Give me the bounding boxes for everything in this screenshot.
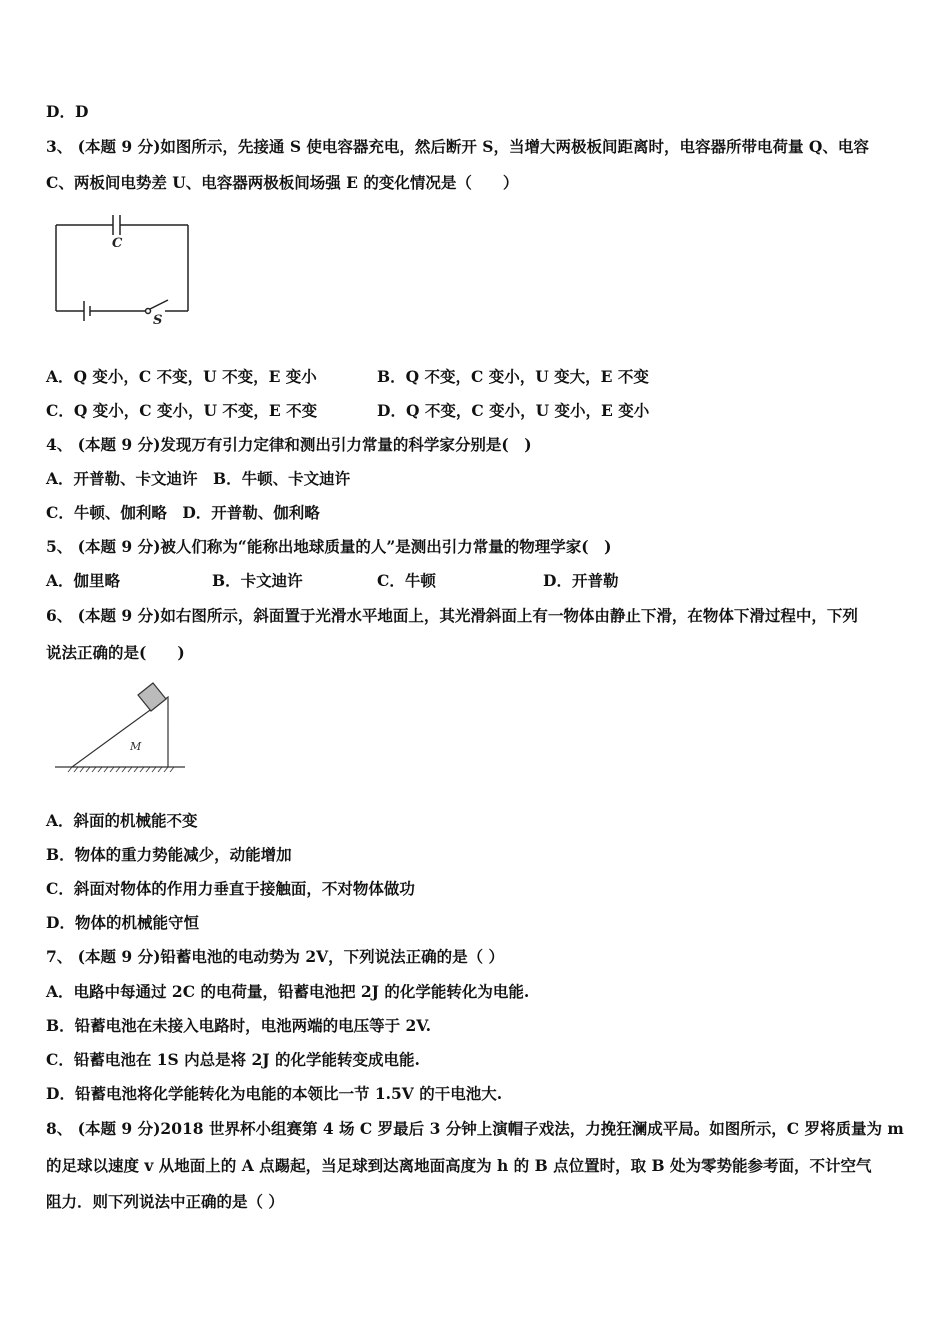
question-8-text-end: 阻力．则下列说法中正确的是（ ） [46, 1192, 284, 1211]
question-5-text: 5、 (本题 9 分)被人们称为“能称出地球质量的人”是测出引力常量的物理学家( ) [46, 537, 612, 556]
question-4-text: 4、 (本题 9 分)发现万有引力定律和测出引力常量的科学家分别是( ) [46, 435, 532, 454]
option-4ab: A．开普勒、卡文迪许 B．牛顿、卡文迪许 [46, 469, 351, 488]
question-6-text-cont: 说法正确的是( ) [46, 643, 185, 662]
option-7b: B．铅蓄电池在未接入电路时，电池两端的电压等于 2V. [46, 1016, 431, 1035]
question-7-text: 7、 (本题 9 分)铅蓄电池的电动势为 2V，下列说法正确的是（ ） [46, 947, 505, 966]
option-6b: B．物体的重力势能减少，动能增加 [46, 845, 292, 864]
circuit-diagram [50, 205, 200, 330]
option-5c: C．牛顿 [377, 571, 436, 590]
option-3b: B．Q 不变，C 变小，U 变大，E 不变 [377, 367, 649, 386]
question-8-text: 8、 (本题 9 分)2018 世界杯小组赛第 4 场 C 罗最后 3 分钟上演帽子戏法，力挽狂澜成平局。如图所示，C 罗将质量为 m [46, 1119, 904, 1138]
option-4cd: C．牛顿、伽利略 D．开普勒、伽利略 [46, 503, 320, 522]
option-3d-prev: D．D [46, 102, 89, 121]
capacitor-label: C [112, 236, 123, 251]
option-3d: D．Q 不变，C 变小，U 变小，E 变小 [377, 401, 650, 420]
question-8-text-cont: 的足球以速度 v 从地面上的 A 点踢起，当足球到达离地面高度为 h 的 B 点位置时，取 B 处为零势能参考面，不计空气 [46, 1156, 872, 1175]
option-5d: D．开普勒 [543, 571, 619, 590]
option-6a: A．斜面的机械能不变 [46, 811, 198, 830]
option-5a: A．伽里略 [46, 571, 121, 590]
question-3-text-cont: C、两板间电势差 U、电容器两极板间场强 E 的变化情况是（ ） [46, 173, 519, 192]
option-7a: A．电路中每通过 2C 的电荷量，铅蓄电池把 2J 的化学能转化为电能. [46, 982, 530, 1001]
option-3c: C．Q 变小，C 变小，U 不变，E 不变 [46, 401, 318, 420]
question-6-text: 6、 (本题 9 分)如右图所示，斜面置于光滑水平地面上，其光滑斜面上有一物体由静止下滑，在物体下滑过程中，下列 [46, 606, 858, 625]
option-6c: C．斜面对物体的作用力垂直于接触面，不对物体做功 [46, 879, 415, 898]
option-5b: B．卡文迪许 [212, 571, 303, 590]
incline-diagram [50, 675, 190, 775]
sliding-block [138, 683, 166, 711]
option-7d: D．铅蓄电池将化学能转化为电能的本领比一节 1.5V 的干电池大. [46, 1084, 503, 1103]
option-6d: D．物体的机械能守恒 [46, 913, 199, 932]
question-3-text: 3、 (本题 9 分)如图所示，先接通 S 使电容器充电，然后断开 S，当增大两极板间距离时，电容器所带电荷量 Q、电容 [46, 137, 869, 156]
switch-label: S [153, 313, 163, 328]
option-7c: C．铅蓄电池在 1S 内总是将 2J 的化学能转变成电能. [46, 1050, 420, 1069]
incline-mass-label: M [130, 740, 142, 753]
option-3a: A．Q 变小，C 不变，U 不变，E 变小 [46, 367, 317, 386]
